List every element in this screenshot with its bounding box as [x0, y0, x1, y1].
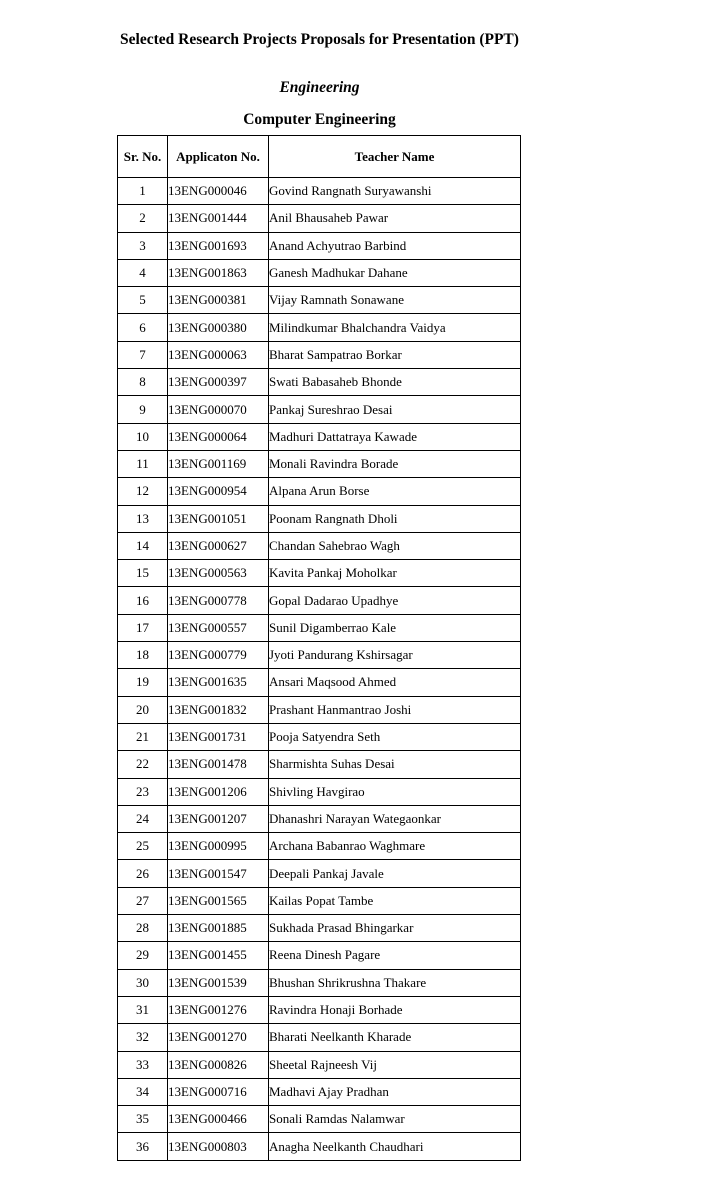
sr-no-cell: 29 — [118, 942, 168, 969]
sr-no-cell: 7 — [118, 341, 168, 368]
sr-no-cell: 27 — [118, 887, 168, 914]
teacher-name-cell: Sukhada Prasad Bhingarkar — [269, 915, 521, 942]
sr-no-cell: 15 — [118, 560, 168, 587]
application-no-cell: 13ENG001547 — [168, 860, 269, 887]
teacher-name-cell: Sheetal Rajneesh Vij — [269, 1051, 521, 1078]
table-row — [118, 478, 521, 505]
teacher-name-cell: Shivling Havgirao — [269, 778, 521, 805]
table-row — [118, 778, 521, 805]
sr-no-cell: 33 — [118, 1051, 168, 1078]
table-row — [118, 915, 521, 942]
table-row — [118, 669, 521, 696]
table-row — [118, 1133, 521, 1160]
application-no-cell: 13ENG001863 — [168, 259, 269, 286]
teacher-name-cell: Prashant Hanmantrao Joshi — [269, 696, 521, 723]
application-no-cell: 13ENG001565 — [168, 887, 269, 914]
teacher-name-cell: Ravindra Honaji Borhade — [269, 996, 521, 1023]
sr-no-cell: 10 — [118, 423, 168, 450]
application-no-cell: 13ENG001731 — [168, 723, 269, 750]
sr-no-cell: 20 — [118, 696, 168, 723]
table-row — [118, 532, 521, 559]
sr-no-cell: 30 — [118, 969, 168, 996]
application-no-cell: 13ENG000063 — [168, 341, 269, 368]
application-no-cell: 13ENG000381 — [168, 287, 269, 314]
sr-no-cell: 16 — [118, 587, 168, 614]
sr-no-cell: 21 — [118, 723, 168, 750]
application-no-cell: 13ENG000778 — [168, 587, 269, 614]
table-row — [118, 423, 521, 450]
table-row — [118, 178, 521, 205]
table-row — [118, 396, 521, 423]
teacher-name-cell: Madhuri Dattatraya Kawade — [269, 423, 521, 450]
sr-no-header: Sr. No. — [118, 136, 168, 178]
application-no-cell: 13ENG000716 — [168, 1078, 269, 1105]
table-row — [118, 642, 521, 669]
table-row — [118, 942, 521, 969]
table-row — [118, 805, 521, 832]
application-no-header: Applicaton No. — [168, 136, 269, 178]
application-no-cell: 13ENG000557 — [168, 614, 269, 641]
teacher-table — [117, 135, 521, 1161]
table-row — [118, 259, 521, 286]
table-row — [118, 1051, 521, 1078]
sr-no-cell: 12 — [118, 478, 168, 505]
application-no-cell: 13ENG001276 — [168, 996, 269, 1023]
table-header-row — [118, 136, 521, 178]
sr-no-cell: 18 — [118, 642, 168, 669]
teacher-name-cell: Anand Achyutrao Barbind — [269, 232, 521, 259]
sr-no-cell: 24 — [118, 805, 168, 832]
table-row — [118, 614, 521, 641]
application-no-cell: 13ENG000466 — [168, 1106, 269, 1133]
teacher-name-cell: Pooja Satyendra Seth — [269, 723, 521, 750]
sr-no-cell: 25 — [118, 833, 168, 860]
table-row — [118, 369, 521, 396]
teacher-name-cell: Vijay Ramnath Sonawane — [269, 287, 521, 314]
sr-no-cell: 36 — [118, 1133, 168, 1160]
table-row — [118, 287, 521, 314]
application-no-cell: 13ENG000070 — [168, 396, 269, 423]
application-no-cell: 13ENG001444 — [168, 205, 269, 232]
application-no-cell: 13ENG000779 — [168, 642, 269, 669]
teacher-name-cell: Ansari Maqsood Ahmed — [269, 669, 521, 696]
sr-no-cell: 9 — [118, 396, 168, 423]
application-no-cell: 13ENG000046 — [168, 178, 269, 205]
teacher-name-cell: Archana Babanrao Waghmare — [269, 833, 521, 860]
teacher-name-cell: Alpana Arun Borse — [269, 478, 521, 505]
sr-no-cell: 26 — [118, 860, 168, 887]
teacher-name-cell: Deepali Pankaj Javale — [269, 860, 521, 887]
teacher-name-cell: Bharati Neelkanth Kharade — [269, 1024, 521, 1051]
teacher-name-cell: Sonali Ramdas Nalamwar — [269, 1106, 521, 1133]
application-no-cell: 13ENG001693 — [168, 232, 269, 259]
application-no-cell: 13ENG000563 — [168, 560, 269, 587]
table-row — [118, 723, 521, 750]
teacher-name-cell: Chandan Sahebrao Wagh — [269, 532, 521, 559]
table-row — [118, 587, 521, 614]
application-no-cell: 13ENG001832 — [168, 696, 269, 723]
teacher-name-cell: Govind Rangnath Suryawanshi — [269, 178, 521, 205]
application-no-cell: 13ENG000397 — [168, 369, 269, 396]
sr-no-cell: 11 — [118, 450, 168, 477]
application-no-cell: 13ENG001478 — [168, 751, 269, 778]
table-row — [118, 341, 521, 368]
teacher-name-cell: Madhavi Ajay Pradhan — [269, 1078, 521, 1105]
sr-no-cell: 31 — [118, 996, 168, 1023]
application-no-cell: 13ENG000064 — [168, 423, 269, 450]
teacher-name-cell: Monali Ravindra Borade — [269, 450, 521, 477]
table-row — [118, 860, 521, 887]
teacher-name-cell: Reena Dinesh Pagare — [269, 942, 521, 969]
teacher-name-cell: Gopal Dadarao Upadhye — [269, 587, 521, 614]
teacher-name-cell: Anagha Neelkanth Chaudhari — [269, 1133, 521, 1160]
application-no-cell: 13ENG001455 — [168, 942, 269, 969]
sr-no-cell: 13 — [118, 505, 168, 532]
application-no-cell: 13ENG001885 — [168, 915, 269, 942]
application-no-cell: 13ENG000954 — [168, 478, 269, 505]
application-no-cell: 13ENG000826 — [168, 1051, 269, 1078]
table-row — [118, 450, 521, 477]
table-row — [118, 696, 521, 723]
teacher-name-cell: Bharat Sampatrao Borkar — [269, 341, 521, 368]
table-row — [118, 887, 521, 914]
table-row — [118, 1078, 521, 1105]
sr-no-cell: 19 — [118, 669, 168, 696]
teacher-name-header: Teacher Name — [269, 136, 521, 178]
sr-no-cell: 17 — [118, 614, 168, 641]
application-no-cell: 13ENG001051 — [168, 505, 269, 532]
application-no-cell: 13ENG001206 — [168, 778, 269, 805]
sr-no-cell: 35 — [118, 1106, 168, 1133]
sr-no-cell: 23 — [118, 778, 168, 805]
table-row — [118, 996, 521, 1023]
sr-no-cell: 5 — [118, 287, 168, 314]
sr-no-cell: 28 — [118, 915, 168, 942]
table-row — [118, 751, 521, 778]
sr-no-cell: 34 — [118, 1078, 168, 1105]
teacher-name-cell: Kavita Pankaj Moholkar — [269, 560, 521, 587]
application-no-cell: 13ENG001207 — [168, 805, 269, 832]
teacher-name-cell: Sharmishta Suhas Desai — [269, 751, 521, 778]
table-row — [118, 505, 521, 532]
application-no-cell: 13ENG000627 — [168, 532, 269, 559]
sr-no-cell: 6 — [118, 314, 168, 341]
table-row — [118, 833, 521, 860]
teacher-name-cell: Bhushan Shrikrushna Thakare — [269, 969, 521, 996]
sr-no-cell: 4 — [118, 259, 168, 286]
teacher-name-cell: Ganesh Madhukar Dahane — [269, 259, 521, 286]
teacher-name-cell: Kailas Popat Tambe — [269, 887, 521, 914]
teacher-name-cell: Swati Babasaheb Bhonde — [269, 369, 521, 396]
table-row — [118, 232, 521, 259]
table-row — [118, 969, 521, 996]
teacher-name-cell: Sunil Digamberrao Kale — [269, 614, 521, 641]
sr-no-cell: 14 — [118, 532, 168, 559]
teacher-name-cell: Pankaj Sureshrao Desai — [269, 396, 521, 423]
application-no-cell: 13ENG001270 — [168, 1024, 269, 1051]
table-row — [118, 560, 521, 587]
document-title: Selected Research Projects Proposals for Presentation (PPT) — [120, 31, 519, 48]
sr-no-cell: 1 — [118, 178, 168, 205]
application-no-cell: 13ENG001539 — [168, 969, 269, 996]
table-row — [118, 205, 521, 232]
application-no-cell: 13ENG001635 — [168, 669, 269, 696]
application-no-cell: 13ENG000380 — [168, 314, 269, 341]
sr-no-cell: 2 — [118, 205, 168, 232]
sr-no-cell: 8 — [118, 369, 168, 396]
teacher-name-cell: Milindkumar Bhalchandra Vaidya — [269, 314, 521, 341]
sr-no-cell: 22 — [118, 751, 168, 778]
table-row — [118, 1024, 521, 1051]
teacher-name-cell: Dhanashri Narayan Wategaonkar — [269, 805, 521, 832]
application-no-cell: 13ENG001169 — [168, 450, 269, 477]
table-row — [118, 314, 521, 341]
table-row — [118, 1106, 521, 1133]
teacher-name-cell: Poonam Rangnath Dholi — [269, 505, 521, 532]
application-no-cell: 13ENG000995 — [168, 833, 269, 860]
faculty-heading: Engineering — [279, 79, 360, 96]
department-heading: Computer Engineering — [243, 111, 396, 128]
teacher-name-cell: Jyoti Pandurang Kshirsagar — [269, 642, 521, 669]
sr-no-cell: 32 — [118, 1024, 168, 1051]
application-no-cell: 13ENG000803 — [168, 1133, 269, 1160]
teacher-name-cell: Anil Bhausaheb Pawar — [269, 205, 521, 232]
table-body — [118, 178, 521, 1161]
sr-no-cell: 3 — [118, 232, 168, 259]
